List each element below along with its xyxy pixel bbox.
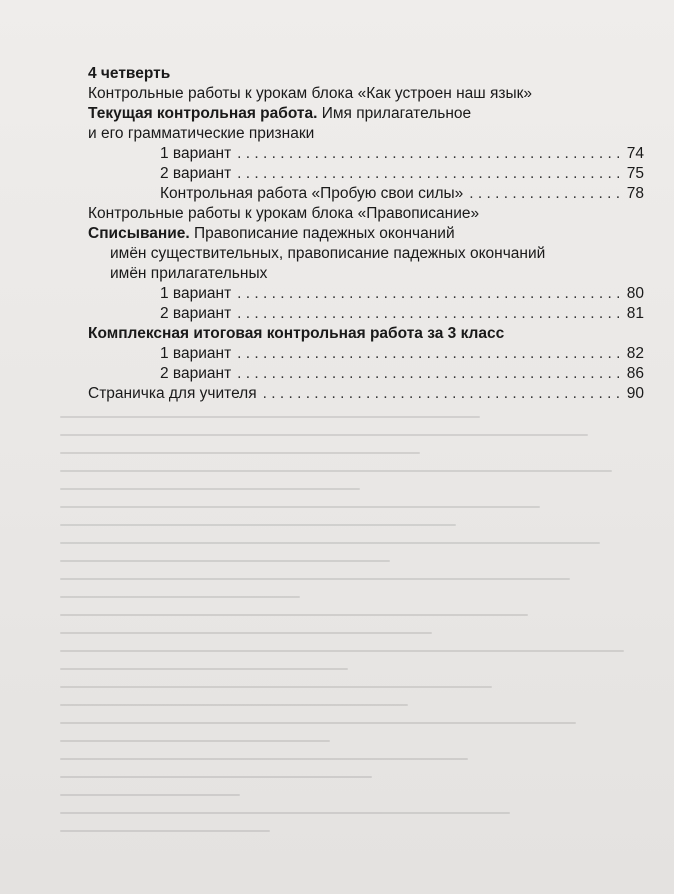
- toc-entry[interactable]: [88, 304, 644, 324]
- block2-work: [88, 224, 644, 244]
- toc-entry-label: 1 вариант: [160, 345, 232, 362]
- toc-entry[interactable]: [88, 164, 644, 184]
- toc-entry-label: Страничка для учителя: [88, 385, 257, 402]
- toc-entry-teacher-page[interactable]: [88, 384, 644, 404]
- toc-entry-page: 81: [626, 305, 644, 322]
- toc-entry-page: 75: [626, 165, 644, 182]
- toc-entry-page: 78: [626, 185, 644, 202]
- toc-entry-page: 74: [626, 145, 644, 162]
- block3-title: Комплексная итоговая контрольная работа за 3 класс: [88, 325, 505, 342]
- block2-work-topic-cont: имён существительных, правописание падежных окончаний: [110, 245, 546, 262]
- block1-work: [88, 104, 644, 124]
- dot-leader: [237, 164, 621, 184]
- toc-entry-page: 90: [626, 385, 644, 402]
- toc-entry-page: 86: [626, 365, 644, 382]
- block2-work-topic: Правописание падежных окончаний: [194, 225, 455, 242]
- dot-leader: [237, 144, 621, 164]
- dot-leader: [237, 364, 621, 384]
- toc-entry[interactable]: [88, 344, 644, 364]
- toc-entry[interactable]: [88, 144, 644, 164]
- dot-leader: [237, 304, 621, 324]
- toc-entry-label: Контрольная работа «Пробую свои силы»: [160, 185, 464, 202]
- block1-title: Контрольные работы к урокам блока «Как устроен наш язык»: [88, 85, 533, 102]
- toc-entry-label: 2 вариант: [160, 305, 232, 322]
- toc-entry-label: 2 вариант: [160, 165, 232, 182]
- block2-title: Контрольные работы к урокам блока «Правописание»: [88, 205, 480, 222]
- block2-work-topic-cont: имён прилагательных: [110, 265, 268, 282]
- show-through-text: [60, 400, 660, 880]
- dot-leader: [469, 184, 620, 204]
- toc-entry[interactable]: [88, 284, 644, 304]
- block1-work-type: Текущая контрольная работа.: [88, 105, 318, 122]
- block1-work-topic: Имя прилагательное: [321, 105, 472, 122]
- toc-entry-label: 1 вариант: [160, 285, 232, 302]
- table-of-contents: [88, 64, 644, 404]
- dot-leader: [237, 284, 621, 304]
- block2-work-type: Списывание.: [88, 225, 190, 242]
- toc-entry-label: 2 вариант: [160, 365, 232, 382]
- toc-entry[interactable]: [88, 184, 644, 204]
- toc-entry-label: 1 вариант: [160, 145, 232, 162]
- toc-entry-page: 80: [626, 285, 644, 302]
- block1-work-topic-cont: и его грамматические признаки: [88, 125, 315, 142]
- dot-leader: [237, 344, 621, 364]
- quarter-heading: 4 четверть: [88, 65, 171, 82]
- toc-entry[interactable]: [88, 364, 644, 384]
- dot-leader: [263, 384, 621, 404]
- toc-entry-page: 82: [626, 345, 644, 362]
